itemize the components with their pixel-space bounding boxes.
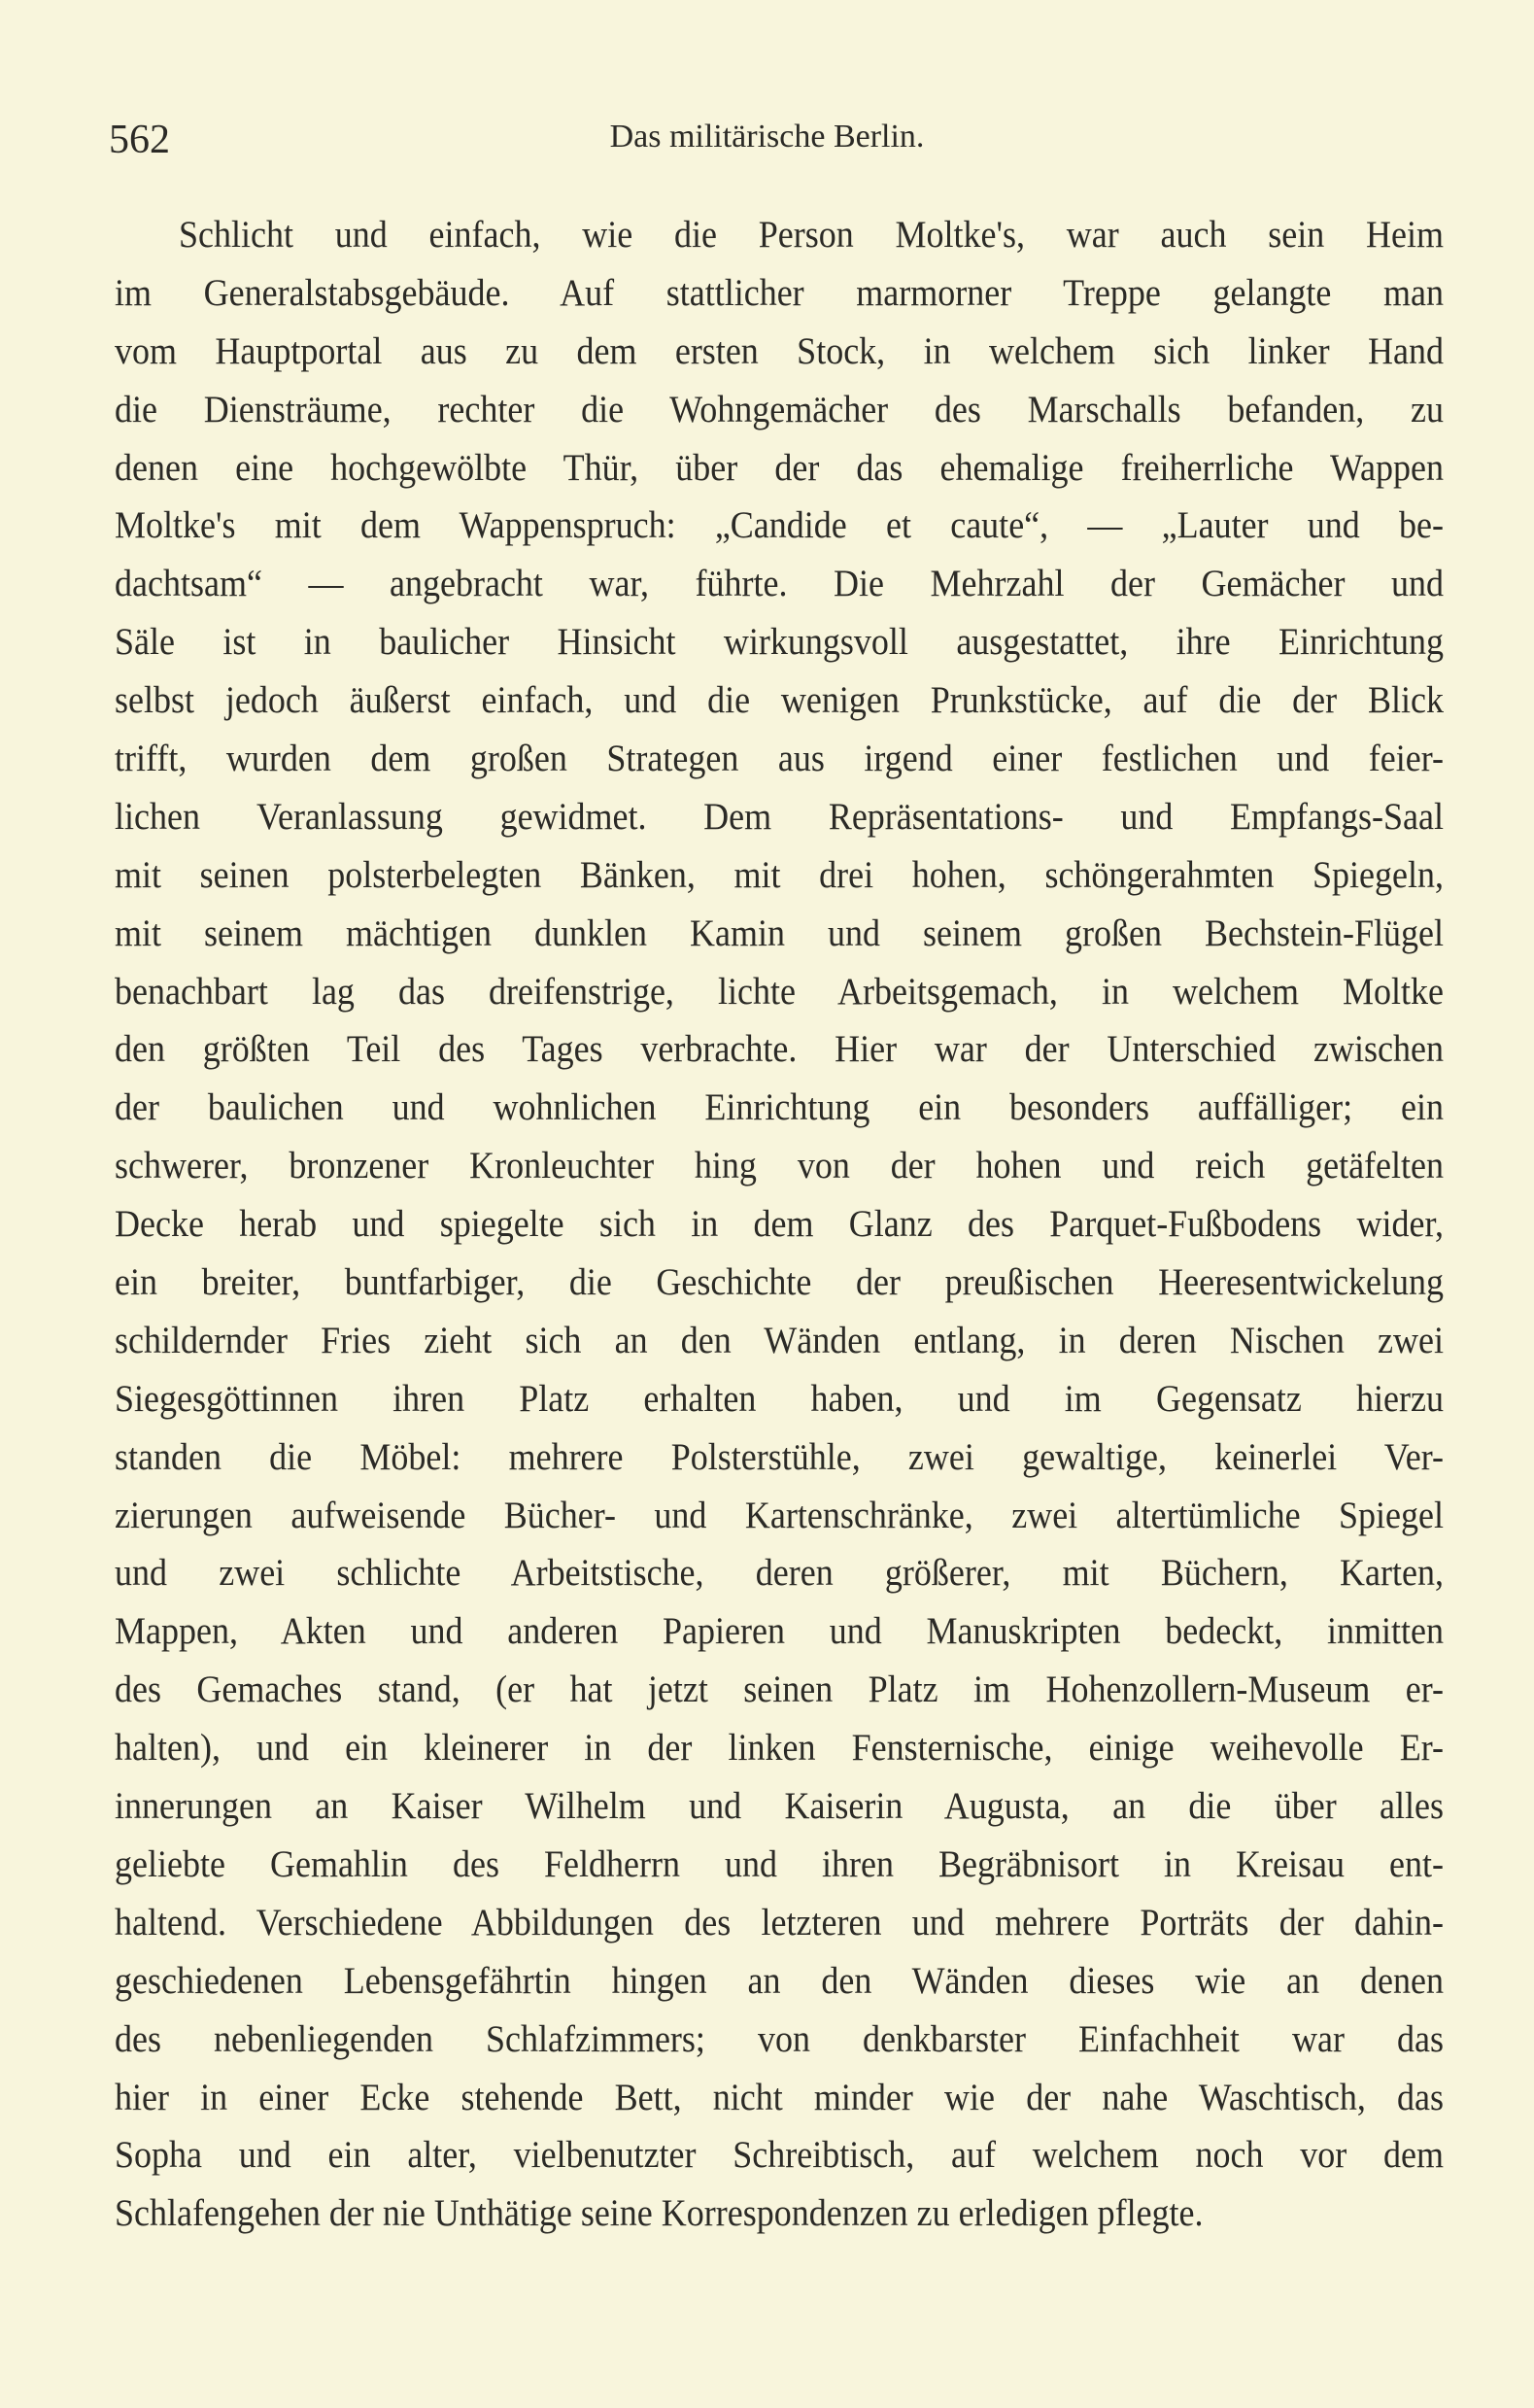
running-title: Das militärische Berlin. [609,119,925,155]
text-line: und zwei schlichte Arbeitstische, deren größerer, mit Büchern, Karten, [115,1551,1444,1595]
text-line: Siegesgöttinnen ihren Platz erhalten haben, und im Gegensatz hierzu [115,1377,1444,1420]
text-line: im Generalstabsgebäude. Auf stattlicher marmorner Treppe gelangte man [115,271,1444,314]
text-line: ein breiter, buntfarbiger, die Geschichte der preußischen Heeresentwickelung [115,1260,1444,1303]
text-line: vom Hauptportal aus zu dem ersten Stock, in welchem sich linker Hand [115,329,1444,372]
text-line: mit seinen polsterbelegten Bänken, mit drei hohen, schöngerahmten Spiegeln, [115,853,1444,896]
text-line: schildernder Fries zieht sich an den Wänden entlang, in deren Nischen zwei [115,1319,1444,1361]
text-line: Schlafengehen der nie Unthätige seine Korrespondenzen zu erledigen pflegte. [115,2191,1204,2234]
text-line: Mappen, Akten und anderen Papieren und Manuskripten bedeckt, inmitten [115,1609,1444,1652]
text-line: haltend. Verschiedene Abbildungen des letzteren und mehrere Porträts der dahin- [115,1901,1444,1944]
text-line: trifft, wurden dem großen Strategen aus irgend einer festlichen und feier- [115,737,1444,779]
text-line: selbst jedoch äußerst einfach, und die wenigen Prunkstücke, auf die der Blick [115,678,1444,721]
text-line: lichen Veranlassung gewidmet. Dem Repräsentations- und Empfangs-Saal [115,795,1444,838]
text-line: des nebenliegenden Schlafzimmers; von denkbarster Einfachheit war das [115,2016,1444,2060]
text-line: zierungen aufweisende Bücher- und Kartenschränke, zwei altertümliche Spiegel [115,1493,1444,1536]
text-line: Schlicht und einfach, wie die Person Moltke's, war auch sein Heim [179,213,1444,256]
text-line: Decke herab und spiegelte sich in dem Glanz des Parquet-Fußbodens wider, [115,1202,1444,1245]
text-line: denen eine hochgewölbte Thür, über der das ehemalige freiherrliche Wappen [115,445,1444,489]
text-line: geschiedenen Lebensgefährtin hingen an den Wänden dieses wie an denen [115,1959,1444,2002]
text-line: schwerer, bronzener Kronleuchter hing von der hohen und reich getäfelten [115,1144,1444,1187]
text-line: benachbart lag das dreifenstrige, lichte Arbeitsgemach, in welchem Moltke [115,969,1444,1013]
text-line: innerungen an Kaiser Wilhelm und Kaiserin Augusta, an die über alles [115,1784,1444,1827]
text-line: Säle ist in baulicher Hinsicht wirkungsvoll ausgestattet, ihre Einrichtung [115,620,1444,663]
text-line: Moltke's mit dem Wappenspruch: „Candide et caute“, — „Lauter und be- [115,503,1444,546]
text-line: hier in einer Ecke stehende Bett, nicht minder wie der nahe Waschtisch, das [115,2075,1444,2118]
text-line: der baulichen und wohnlichen Einrichtung ein besonders auffälliger; ein [115,1085,1444,1128]
text-line: standen die Möbel: mehrere Polsterstühle, zwei gewaltige, keinerlei Ver- [115,1435,1444,1478]
text-line: des Gemaches stand, (er hat jetzt seinen Platz im Hohenzollern-Museum er- [115,1668,1444,1710]
text-line: geliebte Gemahlin des Feldherrn und ihren Begräbnisort in Kreisau ent- [115,1842,1444,1885]
page-number: 562 [109,118,170,162]
text-line: halten), und ein kleinerer in der linken Fensternische, einige weihevolle Er- [115,1726,1444,1769]
text-line: mit seinem mächtigen dunklen Kamin und seinem großen Bechstein-Flügel [115,912,1444,954]
text-line: die Diensträume, rechter die Wohngemächer des Marschalls befanden, zu [115,387,1444,430]
text-line: dachtsam“ — angebracht war, führte. Die Mehrzahl der Gemächer und [115,562,1444,604]
text-line: Sopha und ein alter, vielbenutzter Schreibtisch, auf welchem noch vor dem [115,2133,1444,2176]
body-paragraph [115,206,1444,2243]
text-line: den größten Teil des Tages verbrachte. Hier war der Unterschied zwischen [115,1027,1444,1070]
